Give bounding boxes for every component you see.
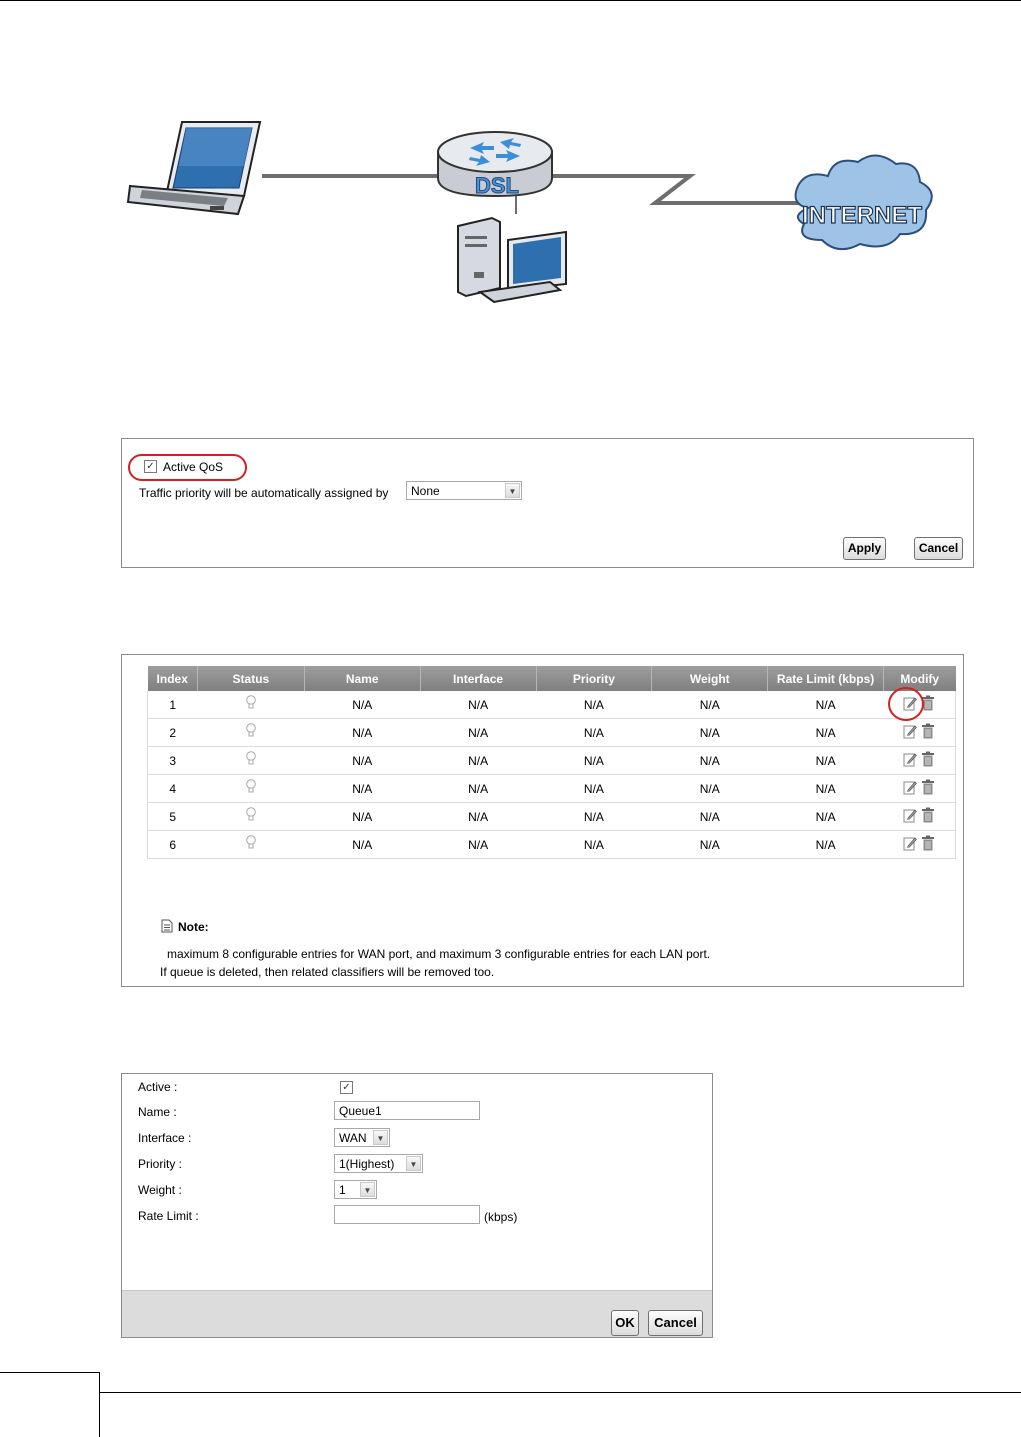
column-header-modify: Modify [884,666,956,691]
interface-select[interactable] [334,1128,390,1147]
cell-status [197,747,304,775]
cell-modify [884,747,956,775]
cell-index: 1 [148,691,198,719]
lightbulb-icon [245,723,257,739]
table-row [148,831,956,859]
cell-index: 3 [148,747,198,775]
lightbulb-icon [245,695,257,711]
cell-name: N/A [304,803,420,831]
active-label: Active : [138,1080,178,1094]
trash-icon[interactable] [921,835,935,851]
network-diagram [0,0,1021,330]
rate-limit-input[interactable] [334,1205,480,1224]
edit-icon[interactable] [903,807,917,823]
cloud-label: INTERNET [802,202,922,229]
column-header-priority: Priority [536,666,652,691]
table-row [148,803,956,831]
cell-priority: N/A [536,831,652,859]
name-input[interactable] [334,1101,480,1120]
cell-interface: N/A [420,747,536,775]
cell-index: 6 [148,831,198,859]
cell-weight: N/A [652,719,768,747]
cancel-button[interactable]: Cancel [914,537,963,560]
queue-table [147,666,956,859]
chevron-down-icon: ▼ [360,1182,375,1197]
cell-name: N/A [304,747,420,775]
cell-interface: N/A [420,803,536,831]
cell-priority: N/A [536,691,652,719]
cell-rate-limit: N/A [768,775,884,803]
cell-status [197,691,304,719]
priority-select[interactable] [334,1154,423,1173]
qos-general-panel [121,438,974,568]
priority-value: 1(Highest) [339,1157,395,1171]
apply-button[interactable]: Apply [843,537,886,560]
note-icon [161,919,173,933]
interface-label: Interface : [138,1131,192,1145]
cell-interface: N/A [420,691,536,719]
priority-label: Priority : [138,1157,183,1171]
table-row [148,747,956,775]
edit-icon[interactable] [903,835,917,851]
footer-rule [0,1392,1021,1393]
cell-priority: N/A [536,775,652,803]
table-row [148,775,956,803]
trash-icon[interactable] [921,751,935,767]
cell-weight: N/A [652,747,768,775]
cell-weight: N/A [652,831,768,859]
column-header-name: Name [304,666,420,691]
edit-icon[interactable] [903,751,917,767]
cell-priority: N/A [536,803,652,831]
interface-value: WAN [339,1131,367,1145]
note-title: Note: [178,920,209,934]
edit-highlight-ring [888,687,924,721]
chevron-down-icon: ▼ [505,483,520,498]
cell-interface: N/A [420,775,536,803]
active-qos-label: Active QoS [163,460,224,474]
cell-rate-limit: N/A [768,719,884,747]
router-label: DSL [475,173,519,198]
cell-priority: N/A [536,747,652,775]
cell-name: N/A [304,775,420,803]
queue-edit-panel [121,1073,713,1338]
edit-icon[interactable] [903,779,917,795]
form-cancel-button[interactable]: Cancel [648,1310,703,1336]
cell-index: 5 [148,803,198,831]
dsl-router-icon [438,132,552,198]
table-row [148,719,956,747]
column-header-weight: Weight [652,666,768,691]
cell-interface: N/A [420,719,536,747]
cell-name: N/A [304,831,420,859]
cell-interface: N/A [420,831,536,859]
rate-limit-unit: (kbps) [484,1210,518,1224]
cell-name: N/A [304,719,420,747]
desktop-computer-icon [458,218,566,302]
note-line-2: If queue is deleted, then related classifiers will be removed too. [160,965,495,979]
cell-rate-limit: N/A [768,831,884,859]
priority-assign-value: None [411,484,440,498]
cell-rate-limit: N/A [768,691,884,719]
lightbulb-icon [245,751,257,767]
lightbulb-icon [245,835,257,851]
weight-select[interactable] [334,1180,377,1199]
priority-assign-select[interactable] [406,481,522,500]
cell-index: 4 [148,775,198,803]
trash-icon[interactable] [921,807,935,823]
cell-status [197,831,304,859]
edit-icon[interactable] [903,723,917,739]
cell-modify [884,803,956,831]
cell-status [197,775,304,803]
trash-icon[interactable] [921,779,935,795]
column-header-index: Index [148,666,198,691]
trash-icon[interactable] [921,723,935,739]
cell-status [197,803,304,831]
cell-modify [884,775,956,803]
active-checkbox[interactable]: ✓ [340,1081,353,1094]
column-header-rate-limit: Rate Limit (kbps) [768,666,884,691]
table-header-row [148,666,956,691]
cell-index: 2 [148,719,198,747]
note-line-1: maximum 8 configurable entries for WAN port, and maximum 3 configurable entries for each LAN port. [167,947,711,961]
lightbulb-icon [245,779,257,795]
cell-rate-limit: N/A [768,747,884,775]
active-qos-checkbox[interactable]: ✓ [144,460,157,473]
weight-label: Weight : [138,1183,182,1197]
weight-value: 1 [339,1183,346,1197]
cell-modify [884,831,956,859]
lightbulb-icon [245,807,257,823]
table-row [148,691,956,719]
cell-weight: N/A [652,691,768,719]
ok-button[interactable]: OK [611,1310,639,1336]
cell-name: N/A [304,691,420,719]
name-label: Name : [138,1105,177,1119]
cell-weight: N/A [652,803,768,831]
cell-modify [884,719,956,747]
column-header-interface: Interface [420,666,536,691]
rate-limit-label: Rate Limit : [138,1209,199,1223]
page-number-box [0,1372,100,1437]
column-header-status: Status [197,666,304,691]
laptop-icon [128,122,260,214]
priority-assign-label: Traffic priority will be automatically assigned by [139,486,389,500]
cell-weight: N/A [652,775,768,803]
cell-status [197,719,304,747]
internet-cloud-icon [796,155,932,249]
chevron-down-icon: ▼ [373,1130,388,1145]
cell-priority: N/A [536,719,652,747]
router-internet-link [552,176,800,203]
cell-rate-limit: N/A [768,803,884,831]
chevron-down-icon: ▼ [406,1156,421,1171]
